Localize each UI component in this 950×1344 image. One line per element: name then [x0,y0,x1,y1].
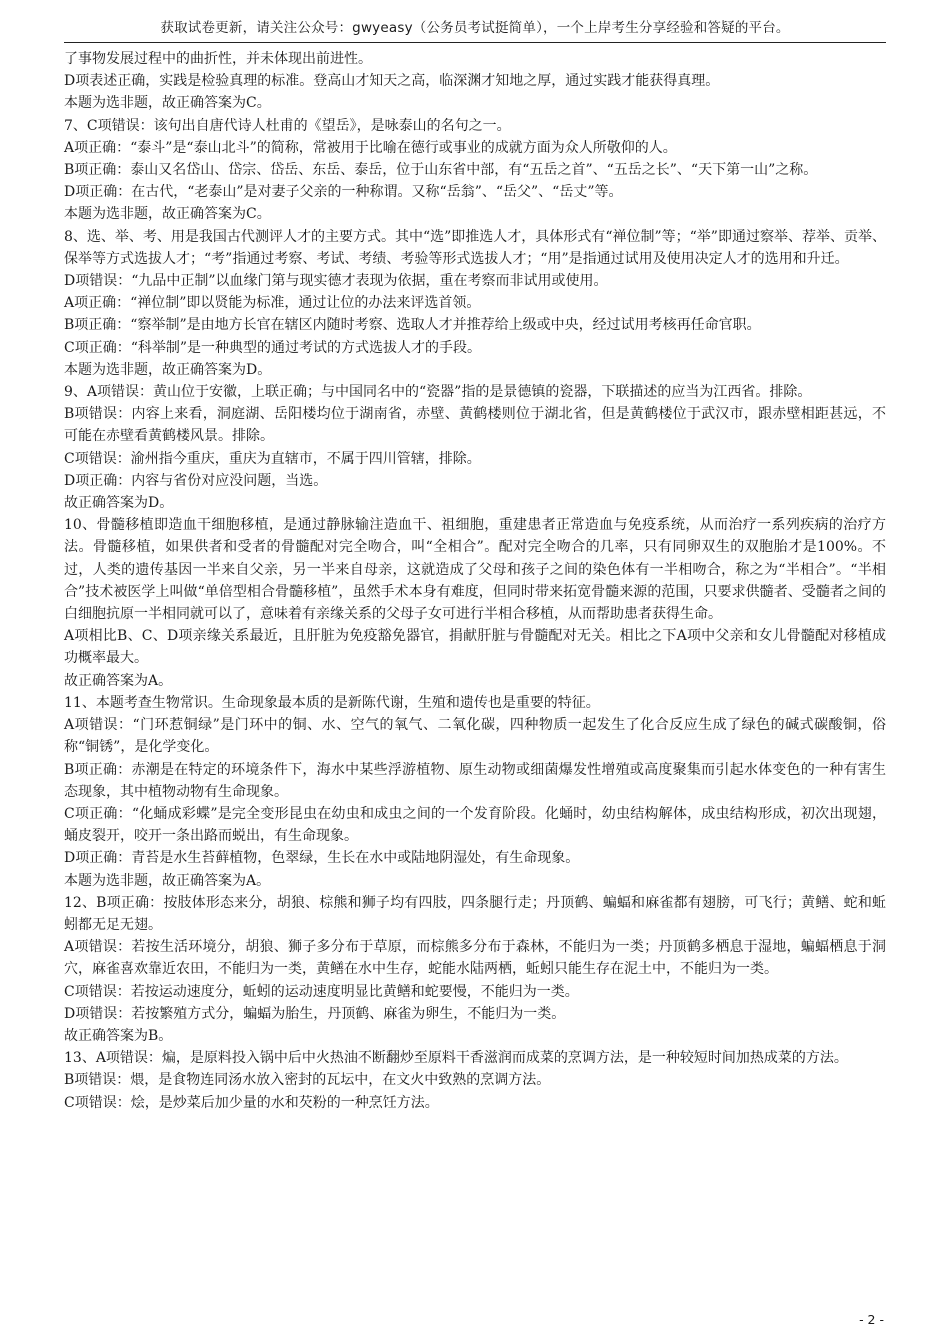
page-header: 获取试卷更新，请关注公众号：gwyeasy（公务员考试挺简单），一个上岸考生分享经验和答疑的平台。 [160,20,790,36]
text-line: A项正确：“泰斗”是“泰山北斗”的简称，常被用于比喻在德行或事业的成就方面为众人所敬仰的人。 [64,139,677,156]
text-line: A项错误：若按生活环境分，胡狼、狮子多分布于草原，而棕熊多分布于森林，不能归为一类；丹顶鹤多栖息于湿地，蝙蝠栖息于洞穴，麻雀喜欢靠近农田，不能归为一类，黄鳝在水中生存，蛇能水陆两栖，蚯蚓只能生存在泥土中，不能归为一类。 [64,939,886,978]
text-line: 12、B项正确：按肢体形态来分，胡狼、棕熊和狮子均有四肢，四条腿行走；丹顶鹤、蝙蝠和麻雀都有翅膀，可飞行；黄鳝、蛇和蚯蚓都无足无翅。 [64,894,886,933]
text-line: D项表述正确，实践是检验真理的标准。登高山才知天之高，临深渊才知地之厚，通过实践才能获得真理。 [64,73,720,90]
text-line: 本题为选非题，故正确答案为A。 [64,872,271,889]
text-line: C项正确：“科举制”是一种典型的通过考试的方式选拔人才的手段。 [64,339,482,356]
text-line: B项正确：“察举制”是由地方长官在辖区内随时考察、选取人才并推荐给上级或中央，经过试用考核再任命官职。 [64,317,761,334]
text-line: C项错误：若按运动速度分，蚯蚓的运动速度明显比黄鳝和蛇要慢，不能归为一类。 [64,983,579,1000]
text-line: B项错误：煨，是食物连同汤水放入密封的瓦坛中，在文火中致熟的烹调方法。 [64,1072,551,1089]
text-line: 本题为选非题，故正确答案为C。 [64,95,271,112]
text-line: 故正确答案为D。 [64,495,174,512]
text-line: 13、A项错误：煸，是原料投入锅中后中火热油不断翻炒至原料干香滋润而成菜的烹调方法，是一种较短时间加热成菜的方法。 [64,1050,848,1067]
text-line: 9、A项错误：黄山位于安徽，上联正确；与中国同名中的“瓷器”指的是景德镇的瓷器，下联描述的应当为江西省。排除。 [64,384,812,401]
text-line: C项错误：渝州指今重庆，重庆为直辖市，不属于四川管辖，排除。 [64,450,481,467]
text-line: 7、C项错误：该句出自唐代诗人杜甫的《望岳》，是咏泰山的名句之一。 [64,117,511,134]
text-line: D项正确：青苔是水生苔藓植物，色翠绿，生长在水中或陆地阴湿处，有生命现象。 [64,850,580,867]
text-line: 故正确答案为B。 [64,1027,173,1044]
text-line: 10、骨髓移植即造血干细胞移植，是通过静脉输注造血干、祖细胞，重建患者正常造血与免疫系统，从而治疗一系列疾病的治疗方法。骨髓移植，如果供者和受者的骨髓配对完全吻合，叫“全相合”。配对完全吻合的几率，只有同卵双生的双胞胎才是100%。不过，人类的遗传基因一半来自父亲，另一半来自母亲，这就造成了父母和孩子之间的染色体有一半相吻合，称之为“半相合”。“半相合”技术被医学上叫做“单倍型相合骨髓移植”，虽然手术本身有难度，但同时带来拓宽骨髓来源的范围，只要求供髓者、受髓者之间的白细胞抗原一半相同就可以了，意味着有亲缘关系的父母子女可进行半相合移植，从而帮助患者获得生命。 [64,517,886,623]
page-number: - 2 - [859,1312,884,1327]
text-line: 本题为选非题，故正确答案为C。 [64,206,271,223]
text-line: A项相比B、C、D项亲缘关系最近，且肝脏为免疫豁免器官，捐献肝脏与骨髓配对无关。相比之下A项中父亲和女儿骨髓配对移植成功概率最大。 [64,628,886,667]
text-line: B项正确：泰山又名岱山、岱宗、岱岳、东岳、泰岳，位于山东省中部，有“五岳之首”、“五岳之长”、“天下第一山”之称。 [64,162,818,179]
text-line: 11、本题考查生物常识。生命现象最本质的是新陈代谢，生殖和遗传也是重要的特征。 [64,694,600,711]
text-line: 本题为选非题，故正确答案为D。 [64,361,272,378]
text-line: D项错误：若按繁殖方式分，蝙蝠为胎生，丹顶鹤、麻雀为卵生，不能归为一类。 [64,1005,566,1022]
text-line: C项错误：烩，是炒菜后加少量的水和芡粉的一种烹饪方法。 [64,1094,439,1111]
answer-explanations [64,48,886,1114]
text-line: D项正确：在古代，“老泰山”是对妻子父亲的一种称谓。又称“岳翁”、“岳父”、“岳丈”等。 [64,184,623,201]
text-line: A项错误：“门环惹铜绿”是门环中的铜、水、空气的氧气、二氧化碳，四种物质一起发生了化合反应生成了绿色的碱式碳酸铜，俗称“铜锈”，是化学变化。 [64,717,886,756]
text-line: 8、选、举、考、用是我国古代测评人才的主要方式。其中“选”即推选人才，具体形式有“禅位制”等；“举”即通过察举、荐举、贡举、保举等方式选拔人才；“考”指通过考察、考试、考绩、考验等形式选拔人才；“用”是指通过试用及使用决定人才的选用和升迁。 [64,228,886,267]
text-line: A项正确：“禅位制”即以贤能为标准，通过让位的办法来评选首领。 [64,295,481,312]
text-line: 了事物发展过程中的曲折性，并未体现出前进性。 [64,51,372,67]
text-line: C项正确：“化蛹成彩蝶”是完全变形昆虫在幼虫和成虫之间的一个发育阶段。化蛹时，幼虫结构解体，成虫结构形成，初次出现翅，蛹皮裂开，咬开一条出路而蜕出，有生命现象。 [64,805,886,845]
text-line: B项错误：内容上来看，洞庭湖、岳阳楼均位于湖南省，赤壁、黄鹤楼则位于湖北省，但是黄鹤楼位于武汉市，跟赤壁相距甚远，不可能在赤壁看黄鹤楼风景。排除。 [64,406,886,445]
text-line: D项正确：内容与省份对应没问题，当选。 [64,472,328,489]
text-line: D项错误：“九品中正制”以血缘门第与现实德才表现为依据，重在考察而非试用或使用。 [64,273,608,290]
text-line: B项正确：赤潮是在特定的环境条件下，海水中某些浮游植物、原生动物或细菌爆发性增殖或高度聚集而引起水体变色的一种有害生态现象，其中植物动物有生命现象。 [64,761,886,800]
text-line: 故正确答案为A。 [64,672,173,689]
header-divider [64,42,886,43]
